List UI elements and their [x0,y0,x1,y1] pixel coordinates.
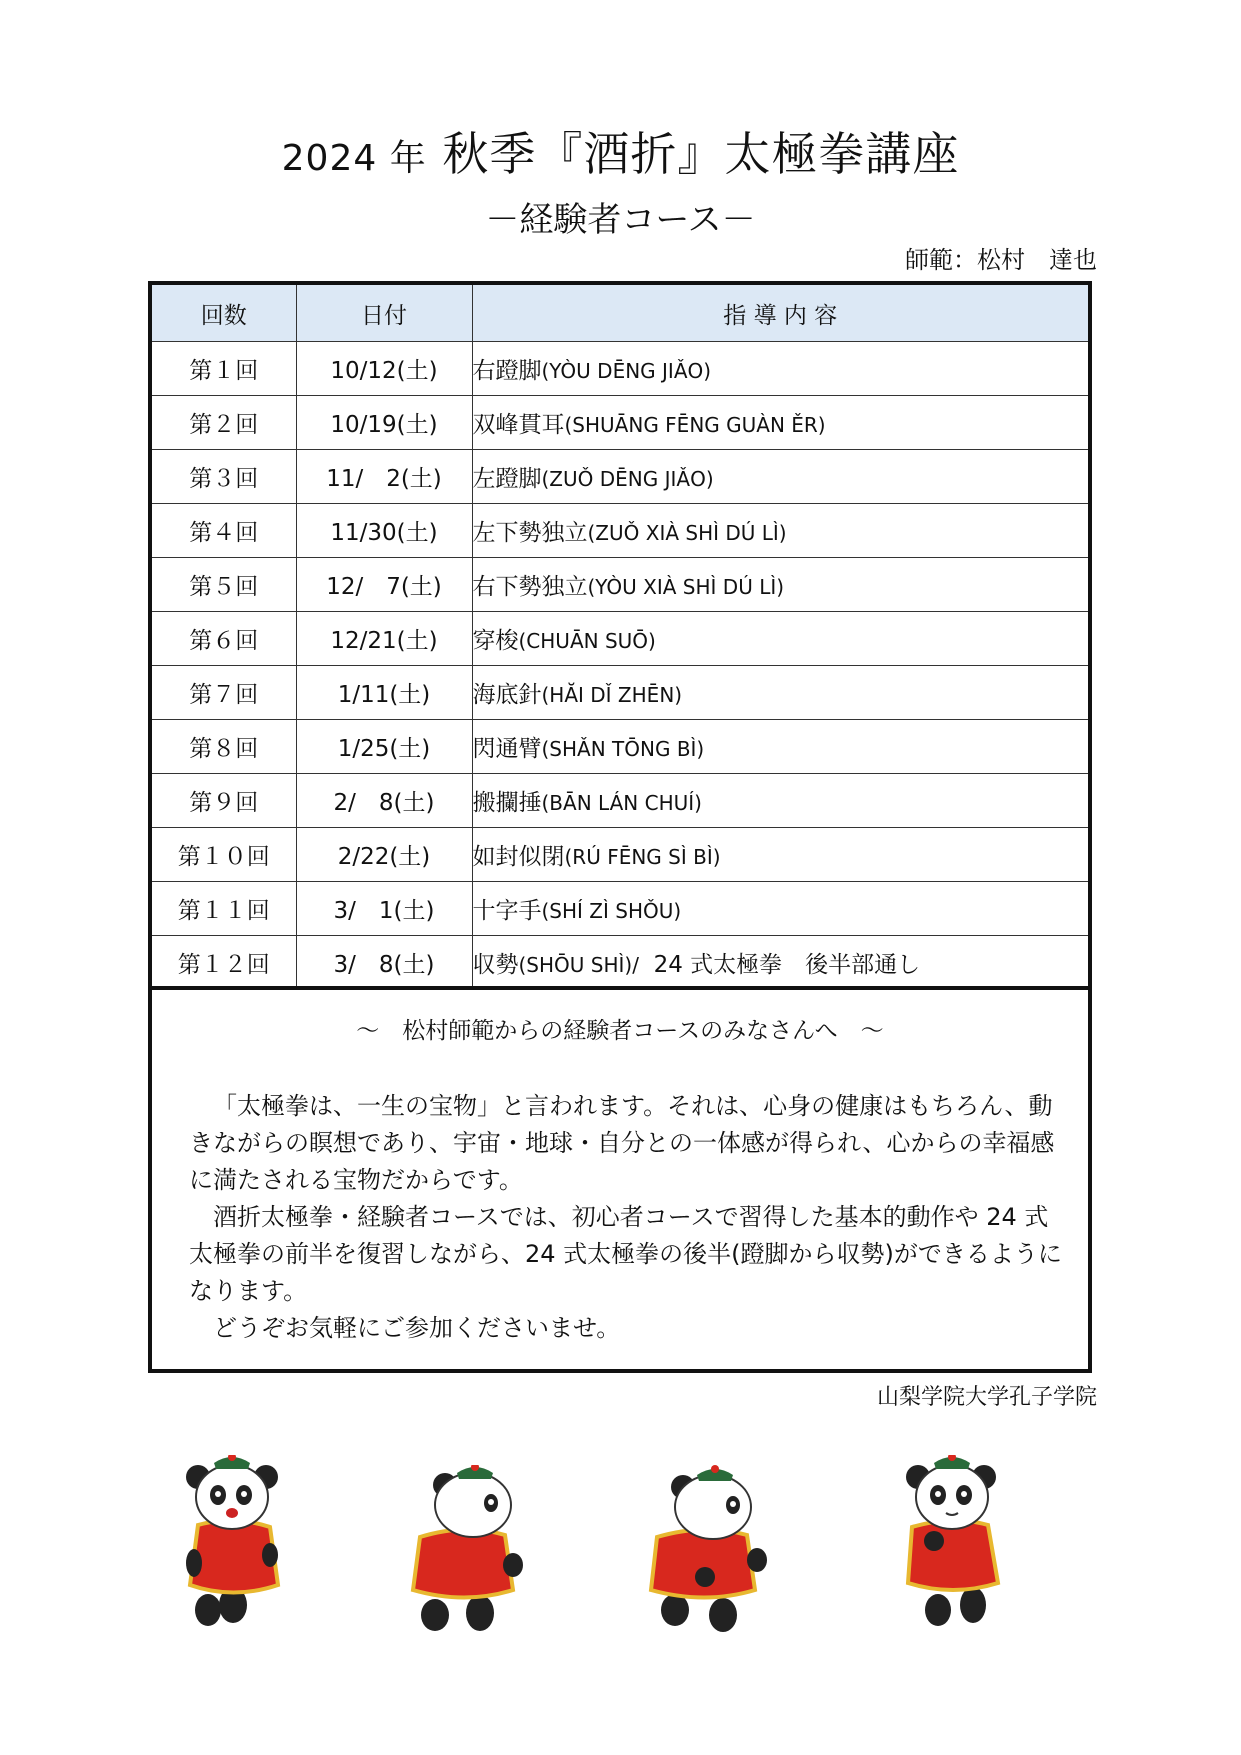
table-row [152,720,1088,774]
panda-icon [405,1465,535,1635]
form-name: 左蹬脚 [472,466,542,492]
session-date: 3/ 1(土) [296,882,472,936]
session-number: 第１１回 [152,882,296,936]
form-pinyin: (HĂI DǏ ZHĒN) [541,683,683,707]
message-paragraph: 酒折太極拳・経験者コースでは、初心者コースで習得した基本的動作や 24 式太極拳の前半を復習しながら、24 式太極拳の後半(蹬脚から収勢)ができるようになります。 [189,1203,1062,1305]
instructor-name: 師範：松村 達也 [905,246,1097,274]
form-name: 海底針 [472,682,542,708]
form-name: 双峰貫耳 [472,412,565,438]
panda-icon [898,1455,1008,1630]
session-date: 1/11(土) [296,666,472,720]
session-content [472,882,1088,936]
form-pinyin: (SHŌU SHÌ)/ [518,953,639,977]
form-name: 収勢 [472,952,519,978]
table-row [152,936,1088,990]
session-content [472,828,1088,882]
session-content [472,720,1088,774]
form-pinyin: (ZUǑ DĒNG JIǍO) [541,467,714,491]
session-date: 11/ 2(土) [296,450,472,504]
page-title [0,118,1241,184]
session-number: 第１０回 [152,828,296,882]
session-number: 第５回 [152,558,296,612]
session-date: 12/21(土) [296,612,472,666]
session-content [472,558,1088,612]
panda-icon [178,1455,288,1630]
session-number: 第６回 [152,612,296,666]
schedule-table [152,285,1088,990]
schedule-frame [148,281,1092,1373]
session-number: 第２回 [152,396,296,450]
table-row [152,450,1088,504]
message-box [152,986,1088,1369]
session-content [472,612,1088,666]
message-body [189,1088,1069,1347]
session-date: 10/12(土) [296,342,472,396]
page-subtitle: －経験者コース－ [485,200,756,240]
table-row [152,396,1088,450]
session-content [472,450,1088,504]
title-text: 秋季『酒折』太極拳講座 [442,127,960,181]
form-name: 右蹬脚 [472,358,542,384]
session-number: 第１回 [152,342,296,396]
form-pinyin: (RÚ FĒNG SÌ BÌ) [564,845,721,869]
table-header-row [152,285,1088,342]
table-row [152,558,1088,612]
form-name: 穿梭 [472,628,519,654]
form-pinyin: (BĀN LÁN CHUÍ) [541,791,702,815]
session-content [472,936,1088,990]
session-number: 第８回 [152,720,296,774]
form-name: 十字手 [472,898,542,924]
title-year: 2024 年 [281,138,427,179]
session-number: 第３回 [152,450,296,504]
form-name: 如封似閉 [472,844,565,870]
session-date: 12/ 7(土) [296,558,472,612]
form-pinyin: (YÒU DĒNG JIǍO) [541,359,712,383]
table-row [152,666,1088,720]
form-pinyin: (SHÍ ZÌ SHǑU) [541,899,682,923]
session-content [472,342,1088,396]
panda-icon [645,1465,775,1635]
form-name: 閃通臂 [472,736,542,762]
form-pinyin: (CHUĀN SUŌ) [518,629,656,653]
session-date: 1/25(土) [296,720,472,774]
session-number: 第４回 [152,504,296,558]
organization-name: 山梨学院大学孔子学院 [876,1385,1097,1410]
session-number: 第７回 [152,666,296,720]
header-content: 指 導 内 容 [472,285,1088,342]
form-pinyin: (SHǍN TŌNG BÌ) [541,737,705,761]
form-pinyin: (SHUĀNG FĒNG GUÀN ĚR) [564,413,826,437]
session-date: 11/30(土) [296,504,472,558]
form-pinyin: (ZUǑ XIÀ SHÌ DÚ LÌ) [587,521,787,545]
form-note: 24 式太極拳 後半部通し [653,952,921,978]
session-date: 10/19(土) [296,396,472,450]
form-name: 左下勢独立 [472,520,588,546]
message-paragraph: どうぞお気軽にご参加くださいませ。 [213,1314,621,1342]
session-content [472,666,1088,720]
table-row [152,828,1088,882]
session-date: 2/ 8(土) [296,774,472,828]
session-content [472,774,1088,828]
session-date: 3/ 8(土) [296,936,472,990]
session-number: 第１２回 [152,936,296,990]
header-session: 回数 [152,285,296,342]
session-content [472,396,1088,450]
table-row [152,882,1088,936]
session-date: 2/22(土) [296,828,472,882]
form-name: 右下勢独立 [472,574,588,600]
table-row [152,342,1088,396]
session-number: 第９回 [152,774,296,828]
table-row [152,612,1088,666]
header-date: 日付 [296,285,472,342]
form-pinyin: (YÒU XIÀ SHÌ DÚ LÌ) [587,575,785,599]
table-row [152,774,1088,828]
table-row [152,504,1088,558]
message-heading: ～ 松村師範からの経験者コースのみなさんへ ～ [356,1018,884,1044]
form-name: 搬攔捶 [472,790,542,816]
message-paragraph: 「太極拳は、一生の宝物」と言われます。それは、心身の健康はもちろん、動きながらの瞑想であり、宇宙・地球・自分との一体感が得られ、心からの幸福感に満たされる宝物だからです。 [189,1092,1055,1194]
session-content [472,504,1088,558]
